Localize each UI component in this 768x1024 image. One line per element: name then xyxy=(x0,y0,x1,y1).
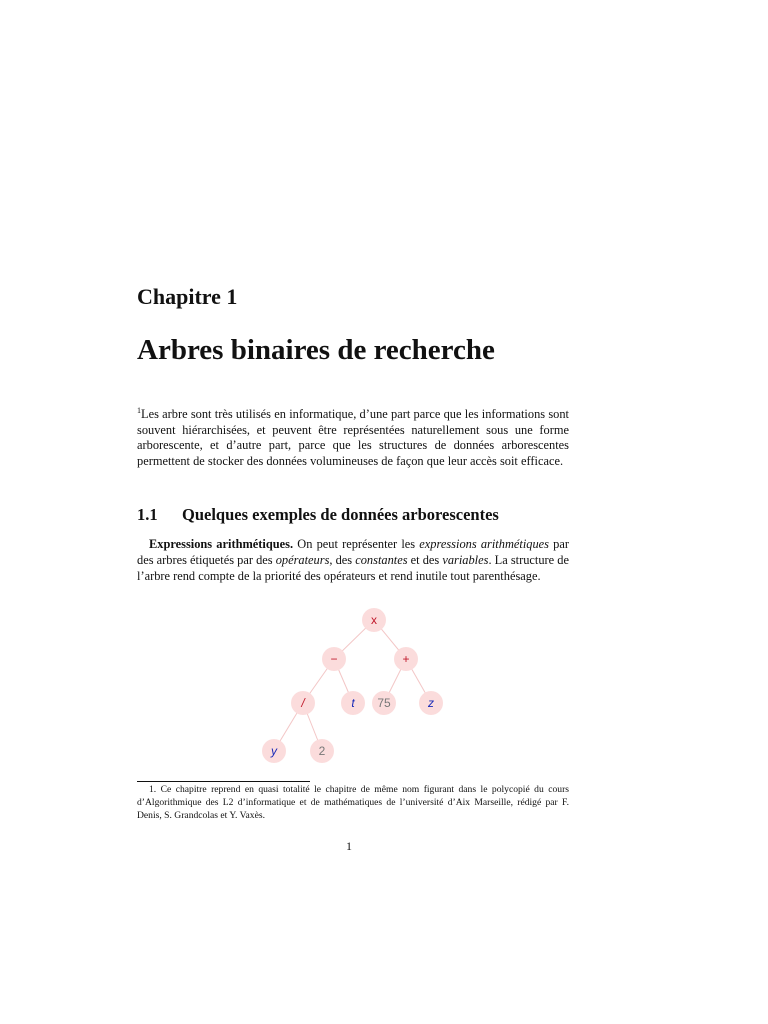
node-label-2: 2 xyxy=(318,744,326,758)
node-2 xyxy=(310,739,334,763)
node-label-t: t xyxy=(351,696,355,710)
node-y xyxy=(262,739,286,763)
node-minus xyxy=(322,647,346,671)
tree-edges xyxy=(274,620,431,751)
paragraph-text-3: , des xyxy=(329,553,356,567)
paragraph-lead: Expressions arithmétiques. xyxy=(149,537,294,551)
chapter-title: Arbres binaires de recherche xyxy=(137,334,495,366)
page-number: 1 xyxy=(346,839,352,853)
paragraph-emphasis-2: opérateurs xyxy=(275,553,330,567)
node-t xyxy=(341,691,365,715)
tree-nodes xyxy=(262,608,443,763)
paragraph-text-2: par des arbres étiquetés par des xyxy=(137,537,569,567)
footnote-mark: 1 xyxy=(137,405,141,415)
footnote-rule xyxy=(137,781,310,782)
node-label-plus: + xyxy=(402,652,410,666)
footnote: 1. Ce chapitre reprend en quasi totalité le chapitre de même nom figurant dans le polycopié du cours d’Algorithmique des L2 d’informatique et de mathématiques de l’université d’Aix Marseille, rédigé par F. Denis, S. Grandcolas et Y. Vaxès. xyxy=(137,784,569,821)
paragraph-emphasis-4: variables xyxy=(442,553,489,567)
paragraph-emphasis-3: constantes xyxy=(355,553,408,567)
node-75 xyxy=(372,691,396,715)
section-number: 1.1 xyxy=(137,505,158,524)
node-label-75: 75 xyxy=(377,696,391,710)
node-label-divide: / xyxy=(301,696,305,710)
chapter-label: Chapitre 1 xyxy=(137,284,238,309)
paragraph-text-5: . La structure de l’arbre rend compte de la priorité des opérateurs et rend inutile tout parenthésage. xyxy=(137,553,569,583)
node-root-x xyxy=(362,608,386,632)
node-label-z: z xyxy=(428,696,434,710)
section-title: Quelques exemples de données arborescentes xyxy=(182,505,499,524)
node-divide xyxy=(291,691,315,715)
paragraph-text-4: et des xyxy=(407,553,443,567)
node-z xyxy=(419,691,443,715)
intro-text: Les arbre sont très utilisés en informatique, d’une part parce que les informations sont souvent hiérarchisées, et peuvent être représentées naturellement sous une forme arborescente, et d’autre part, parce que les structures de données arborescentes permettent de stocker des données volumineuses de façon que leur accès soit efficace. xyxy=(137,407,569,468)
node-plus xyxy=(394,647,418,671)
paragraph-text-1: On peut représenter les xyxy=(293,537,420,551)
node-label-x: x xyxy=(371,613,377,627)
paragraph-emphasis-1: expressions arithmétiques xyxy=(419,537,549,551)
node-label-minus: − xyxy=(330,652,338,666)
node-label-y: y xyxy=(271,744,277,758)
